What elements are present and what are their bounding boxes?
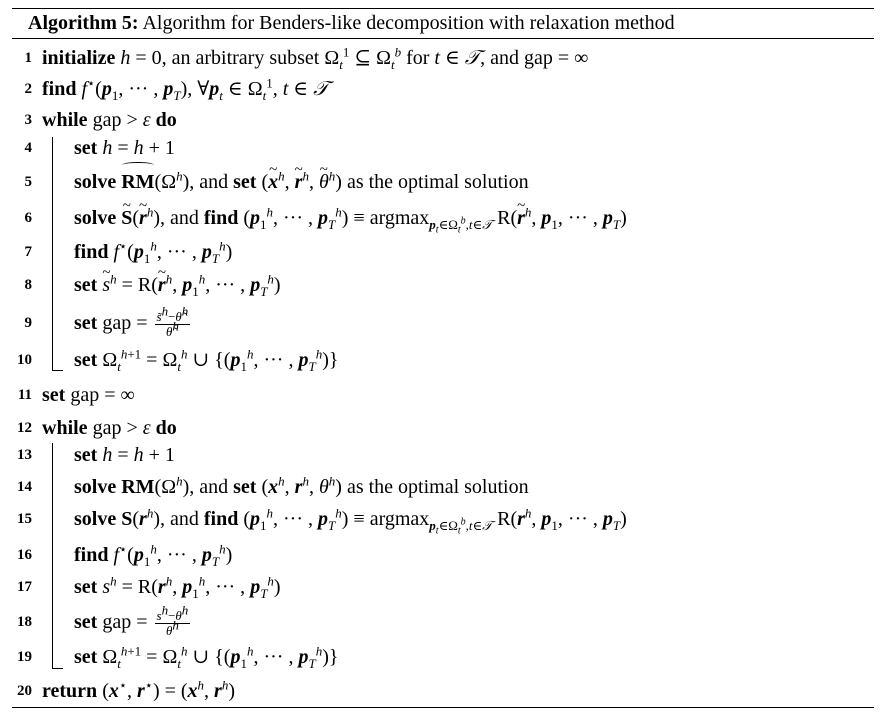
line-number: 10 [17,352,32,368]
line-number: 11 [17,387,32,403]
line-number: 19 [17,649,32,665]
line-number: 15 [17,511,32,527]
header-rule [12,38,874,39]
line-number: 1 [24,50,32,66]
algorithm-line-3: while gap > ε do [42,109,177,131]
algorithm-line-5: solve $RM(\Omega^h)$, and set (~ $x^h$, ~ $r^h$, ~ $\theta^h$) as the optimal solution [74,167,529,197]
bottom-rule [12,707,874,708]
algorithm-line-13: set h = h + 1 [74,444,175,466]
algorithm-line-20: return (x⋆, $r^⋆) = (x^h$, $r^h$) [42,677,236,702]
line-number: 9 [24,315,32,331]
gap-fraction: $\frac{s^h-\theta^h}{\theta^h}$ [156,602,189,638]
while-loop-bracket [52,443,63,669]
algorithm-line-11: set gap = ∞ [42,384,135,406]
while-loop-bracket [52,137,63,371]
line-number: 2 [24,81,32,97]
line-number: 17 [17,579,32,595]
line-number: 20 [17,683,32,699]
algorithm-line-15: solve $S(r^h)$, and find ($p_1^h$, ··· , $p_T^h) \equiv argmax_{p_t\in\Omega_t^b,t\in 𝒯}$ $R(r^h$, $p_1$, ··· , $p_T$) [74,505,627,537]
line-number: 5 [24,174,32,190]
line-number: 8 [24,277,32,293]
algorithm-line-18: set gap = $\frac{s^h-\theta^h}{\theta^h}$ [74,602,189,638]
algorithm-line-7: find $f^⋆(p_1^h$, ··· , $p_T^h$) [74,238,233,266]
algorithm-line-12: while gap > ε do [42,417,177,439]
algorithm-line-17: set $s^h = R(r^h$, $p_1^h$, ··· , $p_T^h$) [74,573,281,601]
line-number: 14 [17,479,32,495]
line-number: 16 [17,547,32,563]
algorithm-line-9: set gap = $\frac{s̃^h-\thetã^h}{\thetã^h}$ [74,303,189,339]
line-number: 7 [24,244,32,260]
algorithm-line-6: solve ~ S(~ $r^h$), and find ($p_1^h$, ··· , $p_T^h) \equiv argmax_{p_t\in\Omega_t^b,t\in 𝒯}$ R(~ $r^h$, $p_1$, ··· , $p_T$) [74,203,627,233]
line-number: 3 [24,112,32,128]
algorithm-line-16: find $f^⋆(p_1^h$, ··· , $p_T^h$) [74,541,233,569]
line-number: 12 [17,420,32,436]
line-number: 18 [17,614,32,630]
algorithm-line-10: set $\Omega_t^{h+1} = \Omega_t^h$ ∪ {($p_1^h$, ··· , $p_T^h$)} [74,346,339,374]
algorithm-line-19: set $\Omega_t^{h+1} = \Omega_t^h$ ∪ {($p_1^h$, ··· , $p_T^h$)} [74,643,339,671]
line-number: 4 [24,140,32,156]
algorithm-line-14: solve $RM(\Omega^h)$, and set ($x^h$, $r^h$, $\theta^h$) as the optimal solution [74,473,529,498]
algorithm-line-2: find $f^⋆(p_1$, ··· , $p_T$), $\forall p_t$ ∈ $\Omega_t^1$, t ∈ 𝒯 [42,75,329,103]
line-number: 13 [17,447,32,463]
algorithm-title: Algorithm for Benders-like decomposition with relaxation method [142,12,675,34]
algorithm-line-4: set h = h + 1 [74,137,175,159]
line-number: 6 [24,210,32,226]
algorithm-line-8: set ~ $s^h$ = R(~ $r^h$, $p_1^h$, ··· , $p_T^h$) [74,270,281,300]
algorithm-line-1: initialize h = 0, an arbitrary subset $\Omega_t^1$ ⊆ $\Omega_t^b$ for t ∈ 𝒯, and gap = ∞ [42,44,589,72]
gap-fraction: $\frac{s̃^h-\thetã^h}{\thetã^h}$ [156,303,189,339]
algorithm-label: Algorithm 5: [28,12,139,34]
algorithm-caption [28,8,675,38]
